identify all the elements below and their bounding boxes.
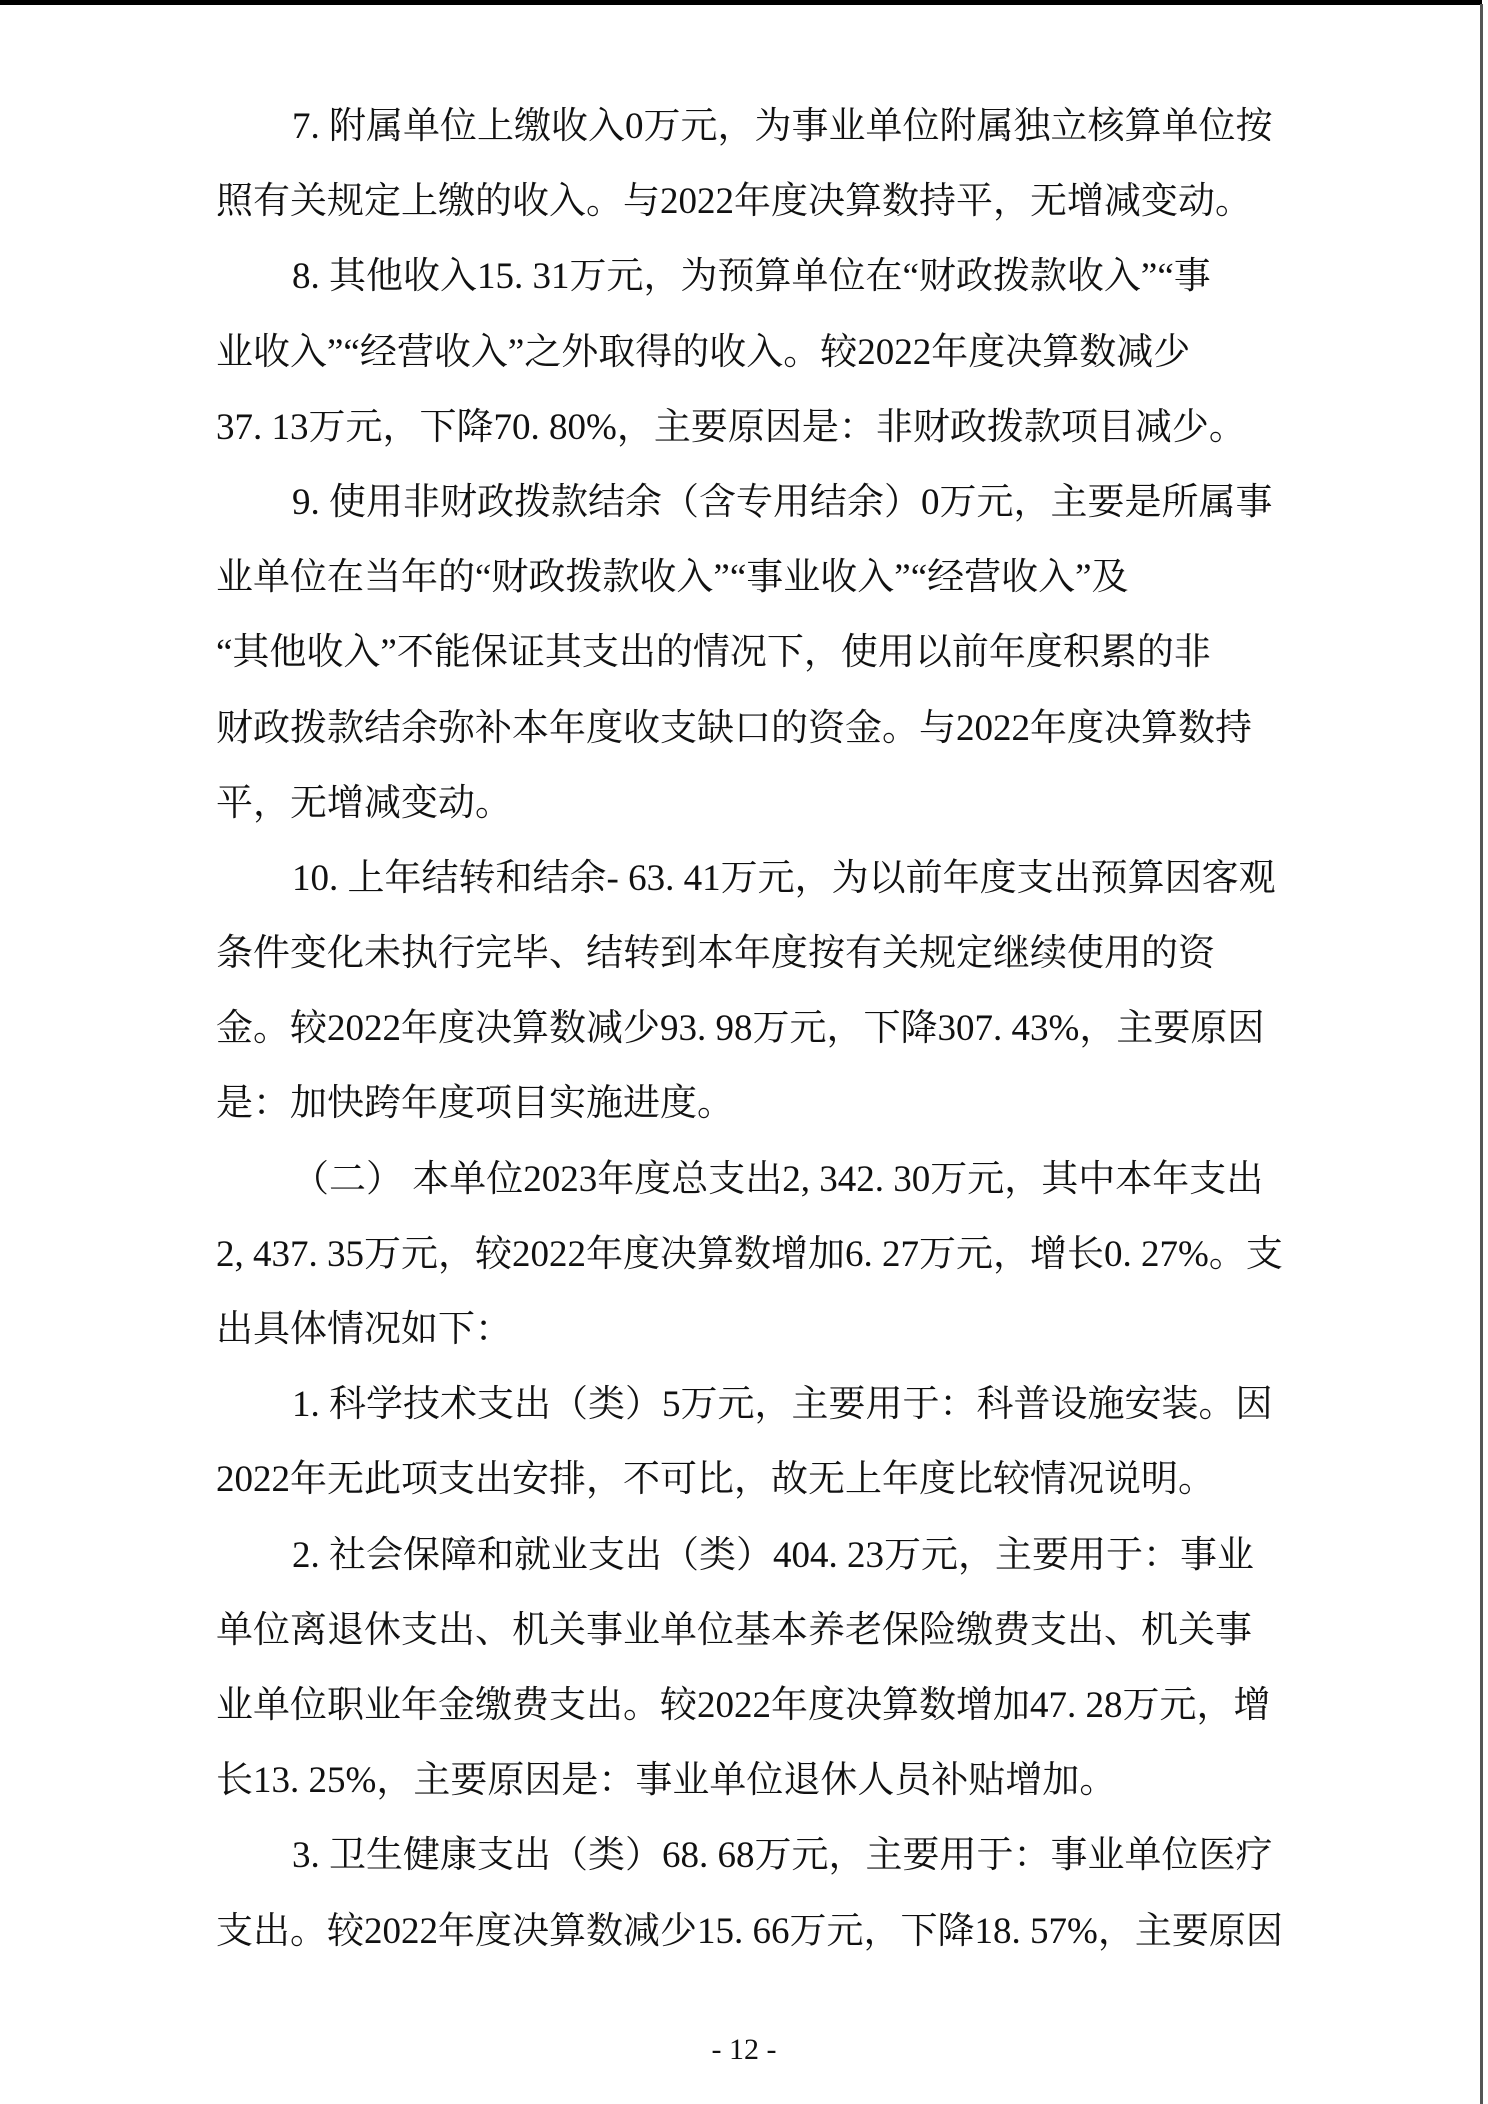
- text-line: 是：加快跨年度项目实施进度。: [216, 1083, 734, 1125]
- text-line: 单位离退休支出、机关事业单位基本养老保险缴费支出、机关事: [216, 1609, 1252, 1651]
- page-number: - 12 -: [711, 2033, 777, 2066]
- scan-right-edge-line: [1480, 4, 1483, 2104]
- text-line: 业收入”“经营收入”之外取得的收入。较2022年度决算数减少: [216, 331, 1191, 373]
- text-line: 支出。较2022年度决算数减少15. 66万元，下降18. 57%，主要原因: [216, 1910, 1283, 1952]
- text-line: 7. 附属单位上缴收入0万元，为事业单位附属独立核算单位按: [292, 106, 1273, 147]
- text-line: 长13. 25%，主要原因是：事业单位退休人员补贴增加。: [216, 1760, 1117, 1802]
- text-line: 业单位在当年的“财政拨款收入”“事业收入”“经营收入”及: [216, 557, 1129, 599]
- text-line: （二） 本单位2023年度总支出2, 342. 30万元，其中本年支出: [292, 1158, 1264, 1200]
- text-line: 2. 社会保障和就业支出（类）404. 23万元，主要用于：事业: [292, 1534, 1254, 1576]
- text-line: 财政拨款结余弥补本年度收支缺口的资金。与2022年度决算数持: [216, 707, 1252, 749]
- text-line: 8. 其他收入15. 31万元，为预算单位在“财政拨款收入”“事: [292, 256, 1211, 298]
- document-body: [216, 89, 1336, 1969]
- text-line: 2022年无此项支出安排，不可比，故无上年度比较情况说明。: [216, 1459, 1215, 1501]
- text-line: 照有关规定上缴的收入。与2022年度决算数持平，无增减变动。: [216, 181, 1252, 223]
- text-line: 9. 使用非财政拨款结余（含专用结余）0万元，主要是所属事: [292, 481, 1273, 523]
- scan-top-edge-bar: [0, 0, 1482, 5]
- text-line: 金。较2022年度决算数减少93. 98万元，下降307. 43%，主要原因: [216, 1008, 1265, 1050]
- text-line: 条件变化未执行完毕、结转到本年度按有关规定继续使用的资: [216, 933, 1215, 975]
- text-line: 1. 科学技术支出（类）5万元，主要用于：科普设施安装。因: [292, 1384, 1273, 1426]
- text-line: 3. 卫生健康支出（类）68. 68万元，主要用于：事业单位医疗: [292, 1835, 1273, 1877]
- text-line: 出具体情况如下：: [216, 1309, 512, 1350]
- text-line: “其他收入”不能保证其支出的情况下，使用以前年度积累的非: [216, 632, 1211, 674]
- text-line: 37. 13万元，下降70. 80%，主要原因是：非财政拨款项目减少。: [216, 406, 1246, 448]
- text-line: 平，无增减变动。: [216, 782, 512, 824]
- text-line: 2, 437. 35万元，较2022年度决算数增加6. 27万元，增长0. 27%。支: [216, 1233, 1283, 1275]
- text-line: 10. 上年结转和结余- 63. 41万元，为以前年度支出预算因客观: [292, 857, 1276, 899]
- text-line: 业单位职业年金缴费支出。较2022年度决算数增加47. 28万元，增: [216, 1684, 1271, 1726]
